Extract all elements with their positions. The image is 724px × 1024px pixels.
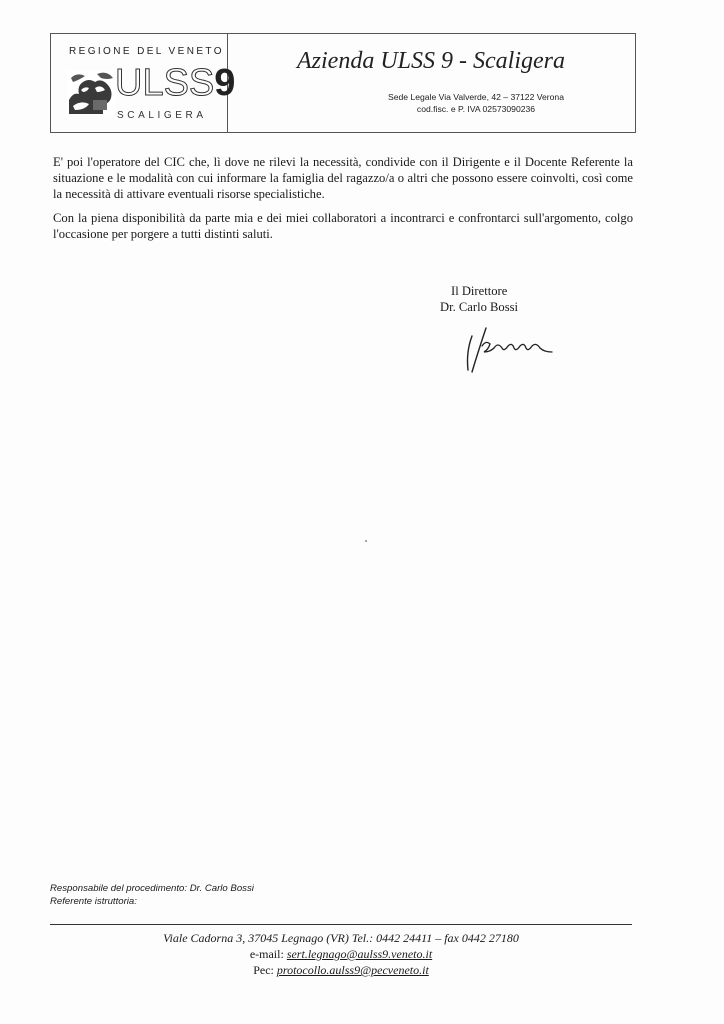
letterhead bbox=[50, 33, 636, 133]
body-paragraph: Con la piena disponibilità da parte mia e dei miei collaboratori a incontrarci e confrontarci sull'argomento, colgo l'occasione per porgere a tutti distinti saluti. bbox=[53, 211, 633, 241]
logo-box bbox=[51, 34, 236, 132]
email-link[interactable]: sert.legnago@aulss9.veneto.it bbox=[286, 947, 433, 961]
email-label: e-mail: bbox=[249, 947, 284, 961]
signer-name: Dr. Carlo Bossi bbox=[440, 300, 519, 314]
responsible-line: Responsabile del procedimento: Dr. Carlo Bossi bbox=[50, 883, 254, 894]
address-line-1: Sede Legale Via Valverde, 42 – 37122 Verona bbox=[388, 92, 564, 102]
scaligera-label: SCALIGERA bbox=[117, 110, 207, 121]
company-title: Azienda ULSS 9 - Scaligera bbox=[297, 48, 565, 74]
letter-body bbox=[53, 154, 633, 250]
paper-speck bbox=[365, 540, 367, 542]
referent-line: Referente istruttoria: bbox=[50, 896, 137, 907]
footer-pec-line bbox=[50, 962, 632, 978]
address-line-2: cod.fisc. e P. IVA 02573090236 bbox=[416, 104, 536, 114]
footer-divider bbox=[50, 924, 632, 925]
footer-contacts bbox=[50, 930, 632, 978]
ulss-logo-text bbox=[115, 62, 235, 104]
body-paragraph: E' poi l'operatore del CIC che, lì dove ne rilevi la necessità, condivide con il Dirigente e il Docente Referente la situazione e le modalità con cui informare la famiglia del ragazzo/a o altri che possono essere coinvolti, così come la necessità di attivare eventuali risorse specialistiche. bbox=[53, 155, 633, 201]
signer-role: Il Direttore bbox=[451, 284, 508, 298]
procedure-responsibles bbox=[50, 882, 254, 908]
handwritten-signature bbox=[456, 322, 566, 378]
ulss-outline-text: ULSS bbox=[115, 62, 215, 104]
pec-label: Pec: bbox=[253, 963, 274, 977]
pec-link[interactable]: protocollo.aulss9@pecveneto.it bbox=[276, 963, 429, 977]
lion-of-st-mark-icon bbox=[67, 70, 115, 116]
footer-address: Viale Cadorna 3, 37045 Legnago (VR) Tel.: 0442 24411 – fax 0442 27180 bbox=[163, 931, 519, 945]
footer-email-line bbox=[50, 946, 632, 962]
ulss-number-text: 9 bbox=[214, 62, 236, 104]
region-label: REGIONE DEL VENETO bbox=[69, 46, 224, 57]
company-address bbox=[351, 91, 601, 115]
signature-block bbox=[440, 283, 518, 315]
